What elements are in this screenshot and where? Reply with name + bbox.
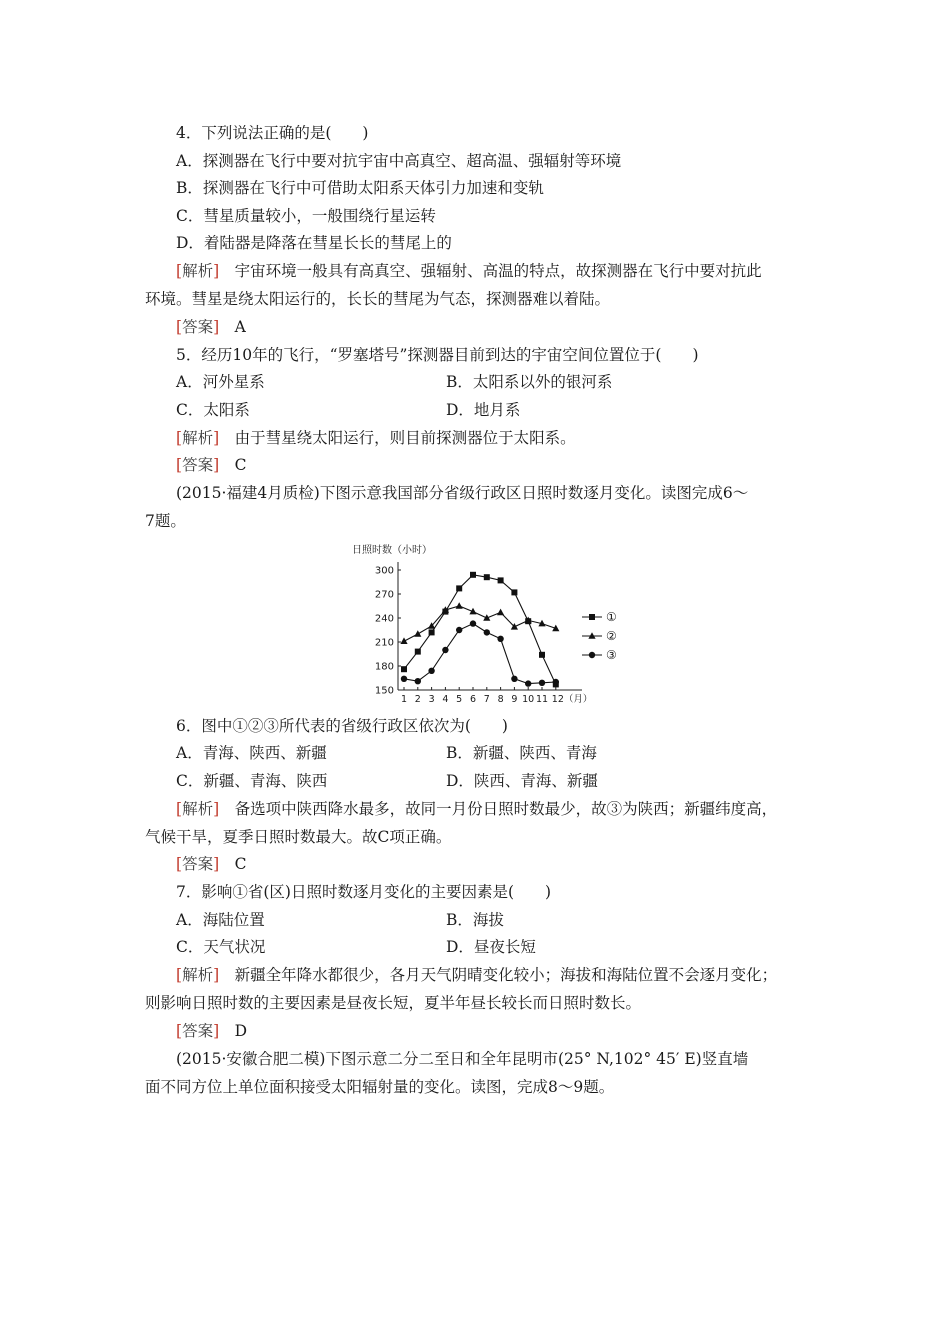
sunshine-hours-chart xyxy=(350,540,630,710)
series-line-2 xyxy=(404,606,556,641)
series-3-point xyxy=(415,678,421,684)
q5-option-c: C．太阳系 xyxy=(176,401,250,419)
y-tick-label: 210 xyxy=(374,637,394,649)
x-tick-label: 1 xyxy=(400,694,408,705)
analysis-tag: 解析 xyxy=(182,800,214,818)
analysis-tag: 解析 xyxy=(182,966,214,984)
q7-option-c: C．天气状况 xyxy=(176,938,266,956)
q7-stem: 7．影响①省(区)日照时数逐月变化的主要因素是( ) xyxy=(176,883,552,901)
series-3-point xyxy=(456,627,462,633)
y-tick-label: 150 xyxy=(374,685,394,697)
y-tick-label: 270 xyxy=(374,589,394,601)
y-tick-label: 300 xyxy=(374,565,394,577)
q5-analysis: [解析] 由于彗星绕太阳运行，则目前探测器位于太阳系。 xyxy=(176,429,576,447)
x-tick-label: 5 xyxy=(456,694,463,705)
q5-option-d: D．地月系 xyxy=(446,401,521,419)
answer-tag: 答案 xyxy=(182,1022,214,1040)
answer-tag: 答案 xyxy=(182,456,214,474)
q7-option-d: D．昼夜长短 xyxy=(446,938,536,956)
q7-analysis-cont: 则影响日照时数的主要因素是昼夜长短，夏半年昼长较长而日照时数长。 xyxy=(145,994,642,1012)
series-1-point xyxy=(470,572,476,578)
intro-6-7-line1: (2015·福建4月质检)下图示意我国部分省级行政区日照时数逐月变化。读图完成6～ xyxy=(176,484,749,502)
q6-option-c: C．新疆、青海、陕西 xyxy=(176,772,328,790)
series-3-point xyxy=(553,679,559,685)
series-3-point xyxy=(539,680,545,686)
intro-8-9-line1: (2015·安徽合肥二模)下图示意二分二至日和全年昆明市(25° N,102° 45′ E)竖直墙 xyxy=(176,1050,749,1068)
x-tick-label: 10 xyxy=(522,694,535,705)
q5-option-b: B．太阳系以外的银河系 xyxy=(446,373,613,391)
analysis-tag: 解析 xyxy=(182,429,214,447)
q6-answer: [答案] C xyxy=(176,855,247,873)
q4-analysis-cont: 环境。彗星是绕太阳运行的，长长的彗尾为气态，探测器难以着陆。 xyxy=(145,290,611,308)
series-2-point xyxy=(400,637,407,644)
series-1-point xyxy=(539,652,545,658)
x-tick-label: 4 xyxy=(442,694,449,705)
q6-analysis-cont: 气候干旱，夏季日照时数最大。故C项正确。 xyxy=(145,828,452,846)
legend-label-3: ③ xyxy=(606,648,617,662)
q6-analysis: [解析] 备选项中陕西降水最多，故同一月份日照时数最少，故③为陕西；新疆纬度高， xyxy=(176,800,778,818)
analysis-tag: 解析 xyxy=(182,262,214,280)
q7-option-b: B．海拔 xyxy=(446,911,504,929)
q4-answer-value: A xyxy=(219,318,246,336)
series-2-point xyxy=(497,609,504,616)
q4-answer: [答案] A xyxy=(176,318,246,336)
q7-analysis-text: 新疆全年降水都很少，各月天气阴晴变化较小；海拔和海陆位置不会逐月变化； xyxy=(219,966,778,984)
y-tick-label: 180 xyxy=(374,661,394,673)
q4-analysis: [解析] 宇宙环境一般具有高真空、强辐射、高温的特点，故探测器在飞行中要对抗此 xyxy=(176,262,762,280)
series-3-point xyxy=(525,680,531,686)
q5-answer: [答案] C xyxy=(176,456,247,474)
series-2-point xyxy=(414,630,421,637)
series-1-point xyxy=(401,666,407,672)
q5-option-a: A．河外星系 xyxy=(176,373,265,391)
q6-option-a: A．青海、陕西、新疆 xyxy=(176,744,327,762)
x-tick-label: 8 xyxy=(497,694,504,705)
q7-answer: [答案] D xyxy=(176,1022,248,1040)
series-line-1 xyxy=(404,575,556,685)
intro-6-7-line2: 7题。 xyxy=(145,512,186,530)
series-1-point xyxy=(429,629,435,635)
q4-option-c: C．彗星质量较小，一般围绕行星运转 xyxy=(176,207,436,225)
intro-8-9-line2: 面不同方位上单位面积接受太阳辐射量的变化。读图，完成8～9题。 xyxy=(145,1078,615,1096)
q4-option-d: D．着陆器是降落在彗星长长的彗尾上的 xyxy=(176,234,452,252)
legend-marker-1 xyxy=(589,614,595,620)
q5-stem: 5．经历10年的飞行，“罗塞塔号”探测器目前到达的宇宙空间位置位于( ) xyxy=(176,346,699,364)
legend-label-2: ② xyxy=(606,629,617,643)
series-3-point xyxy=(401,676,407,682)
q5-analysis-text: 由于彗星绕太阳运行，则目前探测器位于太阳系。 xyxy=(219,429,576,447)
series-3-point xyxy=(484,629,490,635)
q6-stem: 6．图中①②③所代表的省级行政区依次为( ) xyxy=(176,717,508,735)
series-1-point xyxy=(484,574,490,580)
y-tick-label: 240 xyxy=(374,613,394,625)
q7-analysis: [解析] 新疆全年降水都很少，各月天气阴晴变化较小；海拔和海陆位置不会逐月变化； xyxy=(176,966,778,984)
series-1-point xyxy=(456,585,462,591)
answer-tag: 答案 xyxy=(182,318,214,336)
x-tick-label: 3 xyxy=(428,694,435,705)
chart-svg xyxy=(350,540,630,710)
x-tick-label: 11 xyxy=(535,694,549,705)
x-axis-label: 12（月） xyxy=(551,694,593,705)
q4-stem: 4．下列说法正确的是( ) xyxy=(176,124,369,142)
q6-option-d: D．陕西、青海、新疆 xyxy=(446,772,598,790)
series-2-point xyxy=(456,602,463,609)
series-1-point xyxy=(511,589,517,595)
series-3-point xyxy=(511,676,517,682)
legend-marker-3 xyxy=(589,652,595,658)
x-tick-label: 6 xyxy=(469,694,477,705)
series-1-point xyxy=(415,649,421,655)
y-axis-label: 日照时数（小时） xyxy=(352,545,432,556)
q7-answer-value: D xyxy=(219,1022,248,1040)
q4-analysis-text: 宇宙环境一般具有高真空、强辐射、高温的特点，故探测器在飞行中要对抗此 xyxy=(219,262,762,280)
series-3-point xyxy=(428,668,434,674)
answer-tag: 答案 xyxy=(182,855,214,873)
series-3-point xyxy=(442,647,448,653)
series-3-point xyxy=(470,620,476,626)
q6-answer-value: C xyxy=(219,855,247,873)
x-tick-label: 2 xyxy=(414,694,421,705)
x-tick-label: 9 xyxy=(511,694,518,705)
q4-option-b: B．探测器在飞行中可借助太阳系天体引力加速和变轨 xyxy=(176,179,544,197)
x-tick-label: 7 xyxy=(483,694,490,705)
series-3-point xyxy=(497,636,503,642)
q4-option-a: A．探测器在飞行中要对抗宇宙中高真空、超高温、强辐射等环境 xyxy=(176,152,622,170)
legend-label-1: ① xyxy=(606,610,617,624)
q6-analysis-text: 备选项中陕西降水最多，故同一月份日照时数最少，故③为陕西；新疆纬度高， xyxy=(219,800,778,818)
series-1-point xyxy=(498,577,504,583)
q5-answer-value: C xyxy=(219,456,247,474)
q6-option-b: B．新疆、陕西、青海 xyxy=(446,744,597,762)
q7-option-a: A．海陆位置 xyxy=(176,911,265,929)
